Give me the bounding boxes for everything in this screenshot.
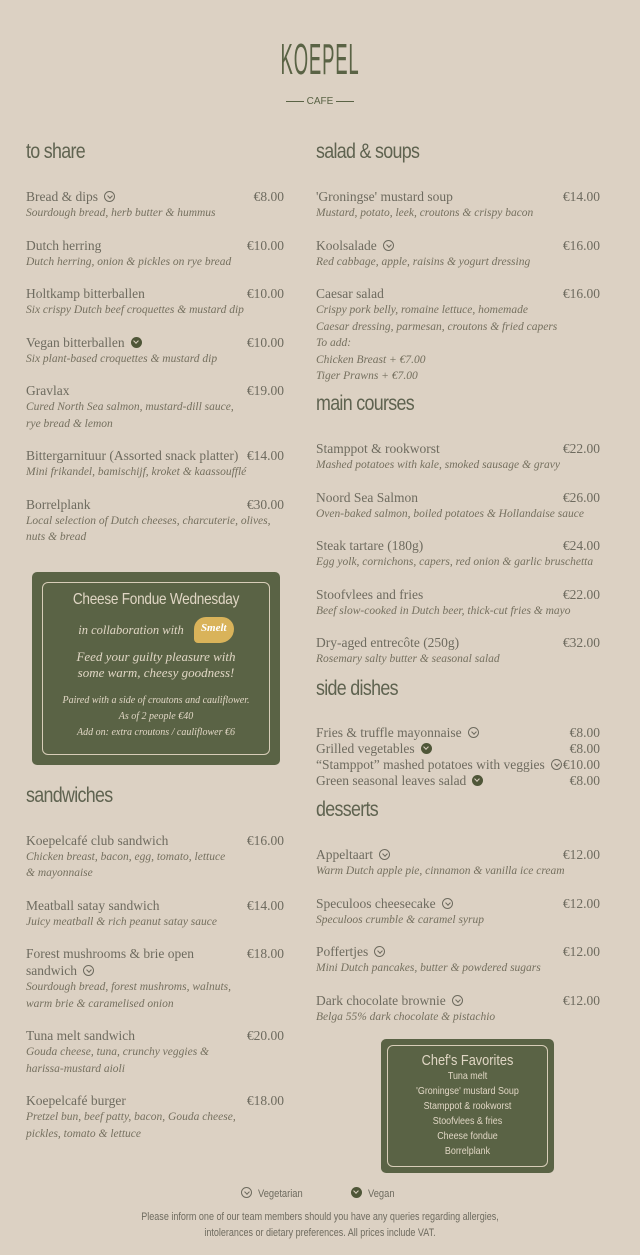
item-description: Red cabbage, apple, raisins & yogurt dressing [316,255,531,268]
item-row [26,447,284,464]
item-price: €26.00 [562,489,600,505]
legend [0,1187,640,1200]
item-description: Sourdough bread, forest mushroms, walnuts, [26,981,231,993]
item-name-wrap [26,285,145,302]
item-name-wrap [26,1092,126,1109]
menu-item [316,846,600,880]
item-name-wrap [316,188,453,205]
item-description: Mustard, potato, leek, croutons & crispy bacon [316,207,534,219]
item-row [26,237,284,254]
item-name-wrap [26,832,168,849]
item-row [316,489,600,506]
item-description: Caesar dressing, parmesan, croutons & fried capers [316,320,558,333]
menu-item [316,440,600,474]
menu-item [26,447,284,481]
item-name-wrap [26,1027,135,1044]
logo [0,30,640,107]
item-row [316,757,600,773]
chef-favorite-item: 'Groningse' mustard Soup [416,1085,519,1097]
collab-text: in collaboration with [78,622,184,637]
item-price: €14.00 [246,897,284,913]
vegetarian-icon [452,995,463,1006]
item-name: Koepelcafé club sandwich [26,832,169,848]
item-description: Juicy meatball & rich peanut satay sauce [26,915,217,928]
menu-item [316,741,600,757]
chef-favorite-item: Stoofvlees & fries [432,1115,503,1127]
item-name-wrap [26,334,142,351]
smelt-logo: Smelt [194,617,234,643]
item-row [26,285,284,302]
menu-section [26,140,284,546]
item-name: Appeltaart [316,847,373,862]
item-description: harissa-mustard aioli [26,1062,125,1075]
item-description: Local selection of Dutch cheeses, charcuterie, olives, [26,514,271,527]
menu-item [316,757,600,773]
menu-item [316,537,600,571]
item-name-wrap [26,897,159,914]
item-row [26,897,284,914]
item-description: rye bread & lemon [26,417,113,430]
item-name: “Stamppot” mashed potatoes with veggies [316,757,545,772]
item-price: €8.00 [569,725,600,740]
item-price: €16.00 [562,286,600,301]
item-description: Cured North Sea salmon, mustard-dill sauce, [26,401,234,413]
chef-title: Chef's Favorites [421,1052,514,1069]
menu-section [316,798,600,1040]
item-name-wrap [316,725,479,741]
item-row [316,895,600,912]
item-price: €10.00 [246,286,284,301]
item-name-wrap [26,496,90,513]
item-price: €12.00 [562,992,600,1008]
menu-item [26,945,284,1012]
vegan-icon [421,743,432,754]
item-price: €8.00 [253,189,284,204]
section-title: desserts [316,798,379,821]
vegetarian-icon [241,1187,252,1198]
menu-item [26,897,284,931]
item-row [26,334,284,351]
item-row [316,634,600,651]
vegetarian-icon [379,849,390,860]
item-name: Caesar salad [316,286,384,301]
chefs-favorites [381,1039,554,1173]
menu-section [26,784,284,1143]
item-row [316,992,600,1009]
menu-item [316,895,600,929]
chef-favorite-item: Tuna melt [447,1070,488,1082]
vegetarian-icon [383,240,394,251]
item-name: Tuna melt sandwich [26,1028,135,1043]
item-row [316,586,600,603]
item-description: Tiger Prawns + €7.00 [316,370,418,382]
item-price: €32.00 [562,635,600,650]
item-row [316,725,600,741]
item-description: Six plant-based croquettes & mustard dip [26,352,218,365]
vegan-icon [351,1187,362,1198]
menu-item [26,382,284,432]
item-description: Sourdough bread, herb butter & hummus [26,207,216,219]
item-name: Forest mushrooms & brie open sandwich [26,946,194,978]
item-name: Borrelplank [26,496,91,512]
item-name-wrap [26,188,115,205]
item-price: €14.00 [246,448,284,463]
item-name-wrap [316,741,432,757]
item-price: €19.00 [246,383,284,398]
menu-item [26,1092,284,1142]
item-description: nuts & bread [26,531,87,543]
item-price: €30.00 [246,496,284,512]
menu-item [26,334,284,368]
menu-section [316,677,600,789]
item-name-wrap [26,945,247,979]
item-description: Crispy pork belly, romaine lettuce, homemade [316,304,528,316]
footer-line: intolerances or dietary preferences. All prices include VAT. [204,1227,436,1239]
cheese-fondue-promo [32,572,280,765]
section-title: sandwiches [26,783,113,807]
menu-item [26,832,284,882]
item-row [26,1027,284,1044]
legend-vegan: Vegan [367,1188,395,1200]
menu-item [316,237,600,271]
item-name: Koepelcafé burger [26,1093,126,1108]
item-description: Dutch herring, onion & pickles on rye bread [26,255,232,268]
section-title: salad & soups [316,140,420,163]
item-description: Belga 55% dark chocolate & pistachio [316,1010,496,1023]
item-name: Gravlax [26,383,70,398]
item-row [26,188,284,205]
item-name: Bread & dips [26,189,98,204]
item-description: To add: [316,337,352,349]
menu-item [26,237,284,271]
vegetarian-icon [104,191,115,202]
item-name: Green seasonal leaves salad [316,773,467,788]
promo-detail: Add on: extra croutons / cauliflower €6 [77,727,235,738]
item-price: €18.00 [246,1093,284,1108]
item-price: €12.00 [562,944,600,959]
item-price: €14.00 [562,189,600,204]
menu-item [26,496,284,546]
menu-item [316,489,600,523]
item-description: & mayonnaise [26,867,93,879]
item-name-wrap [316,773,483,789]
item-name: Stamppot & rookworst [316,441,440,456]
item-price: €8.00 [569,741,600,756]
vegetarian-icon [374,946,385,957]
item-description: Gouda cheese, tuna, crunchy veggies & [26,1046,209,1058]
item-name-wrap [26,237,101,254]
item-name: Koolsalade [316,237,377,253]
item-name-wrap [316,285,384,302]
item-price: €24.00 [562,538,600,553]
menu-item [316,634,600,668]
item-name: Dutch herring [26,237,102,253]
promo-detail: Paired with a side of croutons and cauliflower. [62,695,250,706]
item-name: Dry-aged entrecôte (250g) [316,635,460,650]
item-name: Holtkamp bitterballen [26,286,145,301]
item-name-wrap [316,757,562,773]
vegan-icon [472,775,483,786]
item-description: Mini frikandel, bamischijf, kroket & kaassoufflé [26,466,247,478]
item-description: warm brie & caramelised onion [26,997,174,1010]
chef-favorite-item: Cheese fondue [437,1130,498,1142]
menu-item [26,1027,284,1077]
item-description: Chicken Breast + €7.00 [316,353,426,366]
item-name-wrap [316,846,390,863]
item-name: Noord Sea Salmon [316,489,418,505]
item-name: Vegan bitterballen [26,334,125,350]
item-price: €16.00 [562,237,600,253]
item-price: €10.00 [246,334,284,350]
item-name-wrap [316,895,453,912]
menu-item [316,586,600,620]
item-row [26,832,284,849]
promo-title: Cheese Fondue Wednesday [72,591,240,608]
item-name: Speculoos cheesecake [316,895,436,911]
item-description: Mashed potatoes with kale, smoked sausage & gravy [316,459,561,471]
item-price: €10.00 [246,237,284,253]
chef-favorite-item: Borrelplank [444,1145,491,1157]
item-name: 'Groningse' mustard soup [316,189,453,204]
item-row [26,382,284,399]
item-price: €22.00 [562,441,600,456]
logo-name: KOEPEL [280,35,360,84]
item-price: €22.00 [562,586,600,602]
item-name: Fries & truffle mayonnaise [316,725,462,740]
item-price: €18.00 [246,946,284,961]
item-name-wrap [26,382,69,399]
item-name-wrap [316,586,423,603]
menu-item [316,943,600,977]
item-name: Stoofvlees and fries [316,586,424,602]
item-price: €10.00 [562,757,600,772]
vegetarian-icon [83,965,94,976]
item-name-wrap [26,447,238,464]
item-row [316,188,600,205]
item-description: Chicken breast, bacon, egg, tomato, lettuce [26,850,226,863]
chef-favorite-item: Stamppot & rookworst [423,1100,512,1112]
menu-item [316,188,600,222]
item-description: Mini Dutch pancakes, butter & powdered sugars [316,962,541,974]
item-name: Steak tartare (180g) [316,538,424,553]
item-description: Egg yolk, cornichons, capers, red onion & garlic bruschetta [316,556,594,568]
menu-item [316,285,600,385]
tagline: some warm, cheesy goodness! [77,665,235,680]
section-title: to share [26,140,86,163]
menu-item [26,285,284,319]
item-description: Oven-baked salmon, boiled potatoes & Hollandaise sauce [316,507,584,520]
section-title: main courses [316,392,415,415]
item-row [316,285,600,302]
menu-item [316,773,600,789]
item-description: pickles, tomato & lettuce [26,1127,141,1140]
footer-line: Please inform one of our team members should you have any queries regarding allergies, [141,1211,499,1223]
item-name: Poffertjes [316,944,369,959]
right-column [316,140,600,1040]
section-title: side dishes [316,677,398,700]
item-row [316,943,600,960]
logo-sub: CAFE [306,96,334,107]
item-description: Six crispy Dutch beef croquettes & mustard dip [26,304,244,316]
vegetarian-icon [551,759,562,770]
legend-vegetarian: Vegetarian [258,1188,303,1200]
item-name-wrap [316,489,418,506]
item-name: Meatball satay sandwich [26,897,160,913]
item-price: €8.00 [569,773,600,788]
item-name-wrap [316,237,394,254]
item-name-wrap [316,537,423,554]
vegetarian-icon [442,898,453,909]
item-name-wrap [316,943,385,960]
menu-section [316,140,600,400]
item-row [316,773,600,789]
tagline: Feed your guilty pleasure with [76,649,236,664]
menu-item [26,188,284,222]
item-price: €12.00 [562,895,600,911]
item-price: €16.00 [246,832,284,848]
item-price: €20.00 [246,1028,284,1043]
item-row [26,496,284,513]
item-name: Grilled vegetables [316,741,415,756]
item-description: Rosemary salty butter & seasonal salad [316,653,500,665]
item-row [316,741,600,757]
item-row [316,440,600,457]
item-price: €12.00 [562,847,600,862]
item-name: Bittergarnituur (Assorted snack platter) [26,448,239,463]
item-row [316,537,600,554]
item-row [26,1092,284,1109]
promo-detail: As of 2 people €40 [118,711,194,722]
item-name-wrap [316,440,440,457]
item-row [26,945,284,979]
vegan-icon [131,337,142,348]
item-description: Speculoos crumble & caramel syrup [316,913,484,926]
item-description: Beef slow-cooked in Dutch beer, thick-cut fries & mayo [316,604,571,617]
menu-section [316,392,600,683]
item-name: Dark chocolate brownie [316,992,446,1008]
menu-item [316,725,600,741]
item-description: Warm Dutch apple pie, cinnamon & vanilla ice cream [316,865,565,877]
item-description: Pretzel bun, beef patty, bacon, Gouda cheese, [26,1111,236,1123]
menu-item [316,992,600,1026]
item-name-wrap [316,634,459,651]
item-row [316,237,600,254]
footer-note [58,1209,583,1241]
item-name-wrap [316,992,463,1009]
vegetarian-icon [468,727,479,738]
item-row [316,846,600,863]
